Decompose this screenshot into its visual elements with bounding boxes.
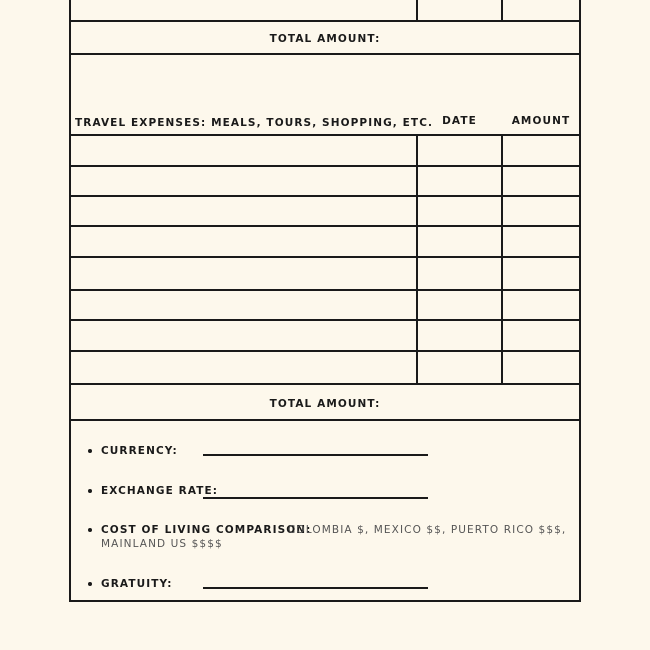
row-divider	[69, 419, 581, 421]
bullet-icon	[88, 582, 92, 586]
gratuity-label: GRATUITY:	[101, 578, 173, 590]
column-divider-date	[416, 0, 418, 21]
currency-label: CURRENCY:	[101, 445, 178, 457]
expense-row-1[interactable]	[71, 136, 579, 165]
table-right-border	[579, 0, 581, 602]
expense-row-4[interactable]	[71, 227, 579, 256]
exchange-rate-label: EXCHANGE RATE:	[101, 485, 219, 497]
bullet-icon	[88, 528, 92, 532]
expense-row-3[interactable]	[71, 197, 579, 225]
expenses-total-amount-label: TOTAL AMOUNT:	[269, 398, 381, 410]
table-bottom-border	[69, 600, 581, 602]
bullet-icon	[88, 449, 92, 453]
cost-of-living-value-line1: COLOMBIA $, MEXICO $$, PUERTO RICO $$$,	[288, 524, 567, 536]
cost-of-living-value-line2: MAINLAND US $$$$	[101, 538, 223, 550]
row-divider	[69, 53, 581, 55]
expense-row-2[interactable]	[71, 167, 579, 195]
amount-column-header: AMOUNT	[511, 115, 571, 127]
expense-row-5[interactable]	[71, 258, 579, 289]
top-total-amount-label: TOTAL AMOUNT:	[269, 33, 381, 45]
expense-row-6[interactable]	[71, 291, 579, 319]
bullet-icon	[88, 489, 92, 493]
date-column-header: DATE	[442, 115, 477, 127]
expense-row-8[interactable]	[71, 352, 579, 383]
travel-expenses-heading: TRAVEL EXPENSES: MEALS, TOURS, SHOPPING, ETC.	[75, 117, 434, 129]
exchange-rate-input-line[interactable]	[203, 497, 428, 499]
column-divider-amount	[501, 0, 503, 21]
gratuity-input-line[interactable]	[203, 587, 428, 589]
currency-input-line[interactable]	[203, 454, 428, 456]
expense-row-7[interactable]	[71, 321, 579, 350]
cost-of-living-label: COST OF LIVING COMPARISON:	[101, 524, 312, 536]
row-divider	[69, 383, 581, 385]
row-divider	[69, 20, 581, 22]
